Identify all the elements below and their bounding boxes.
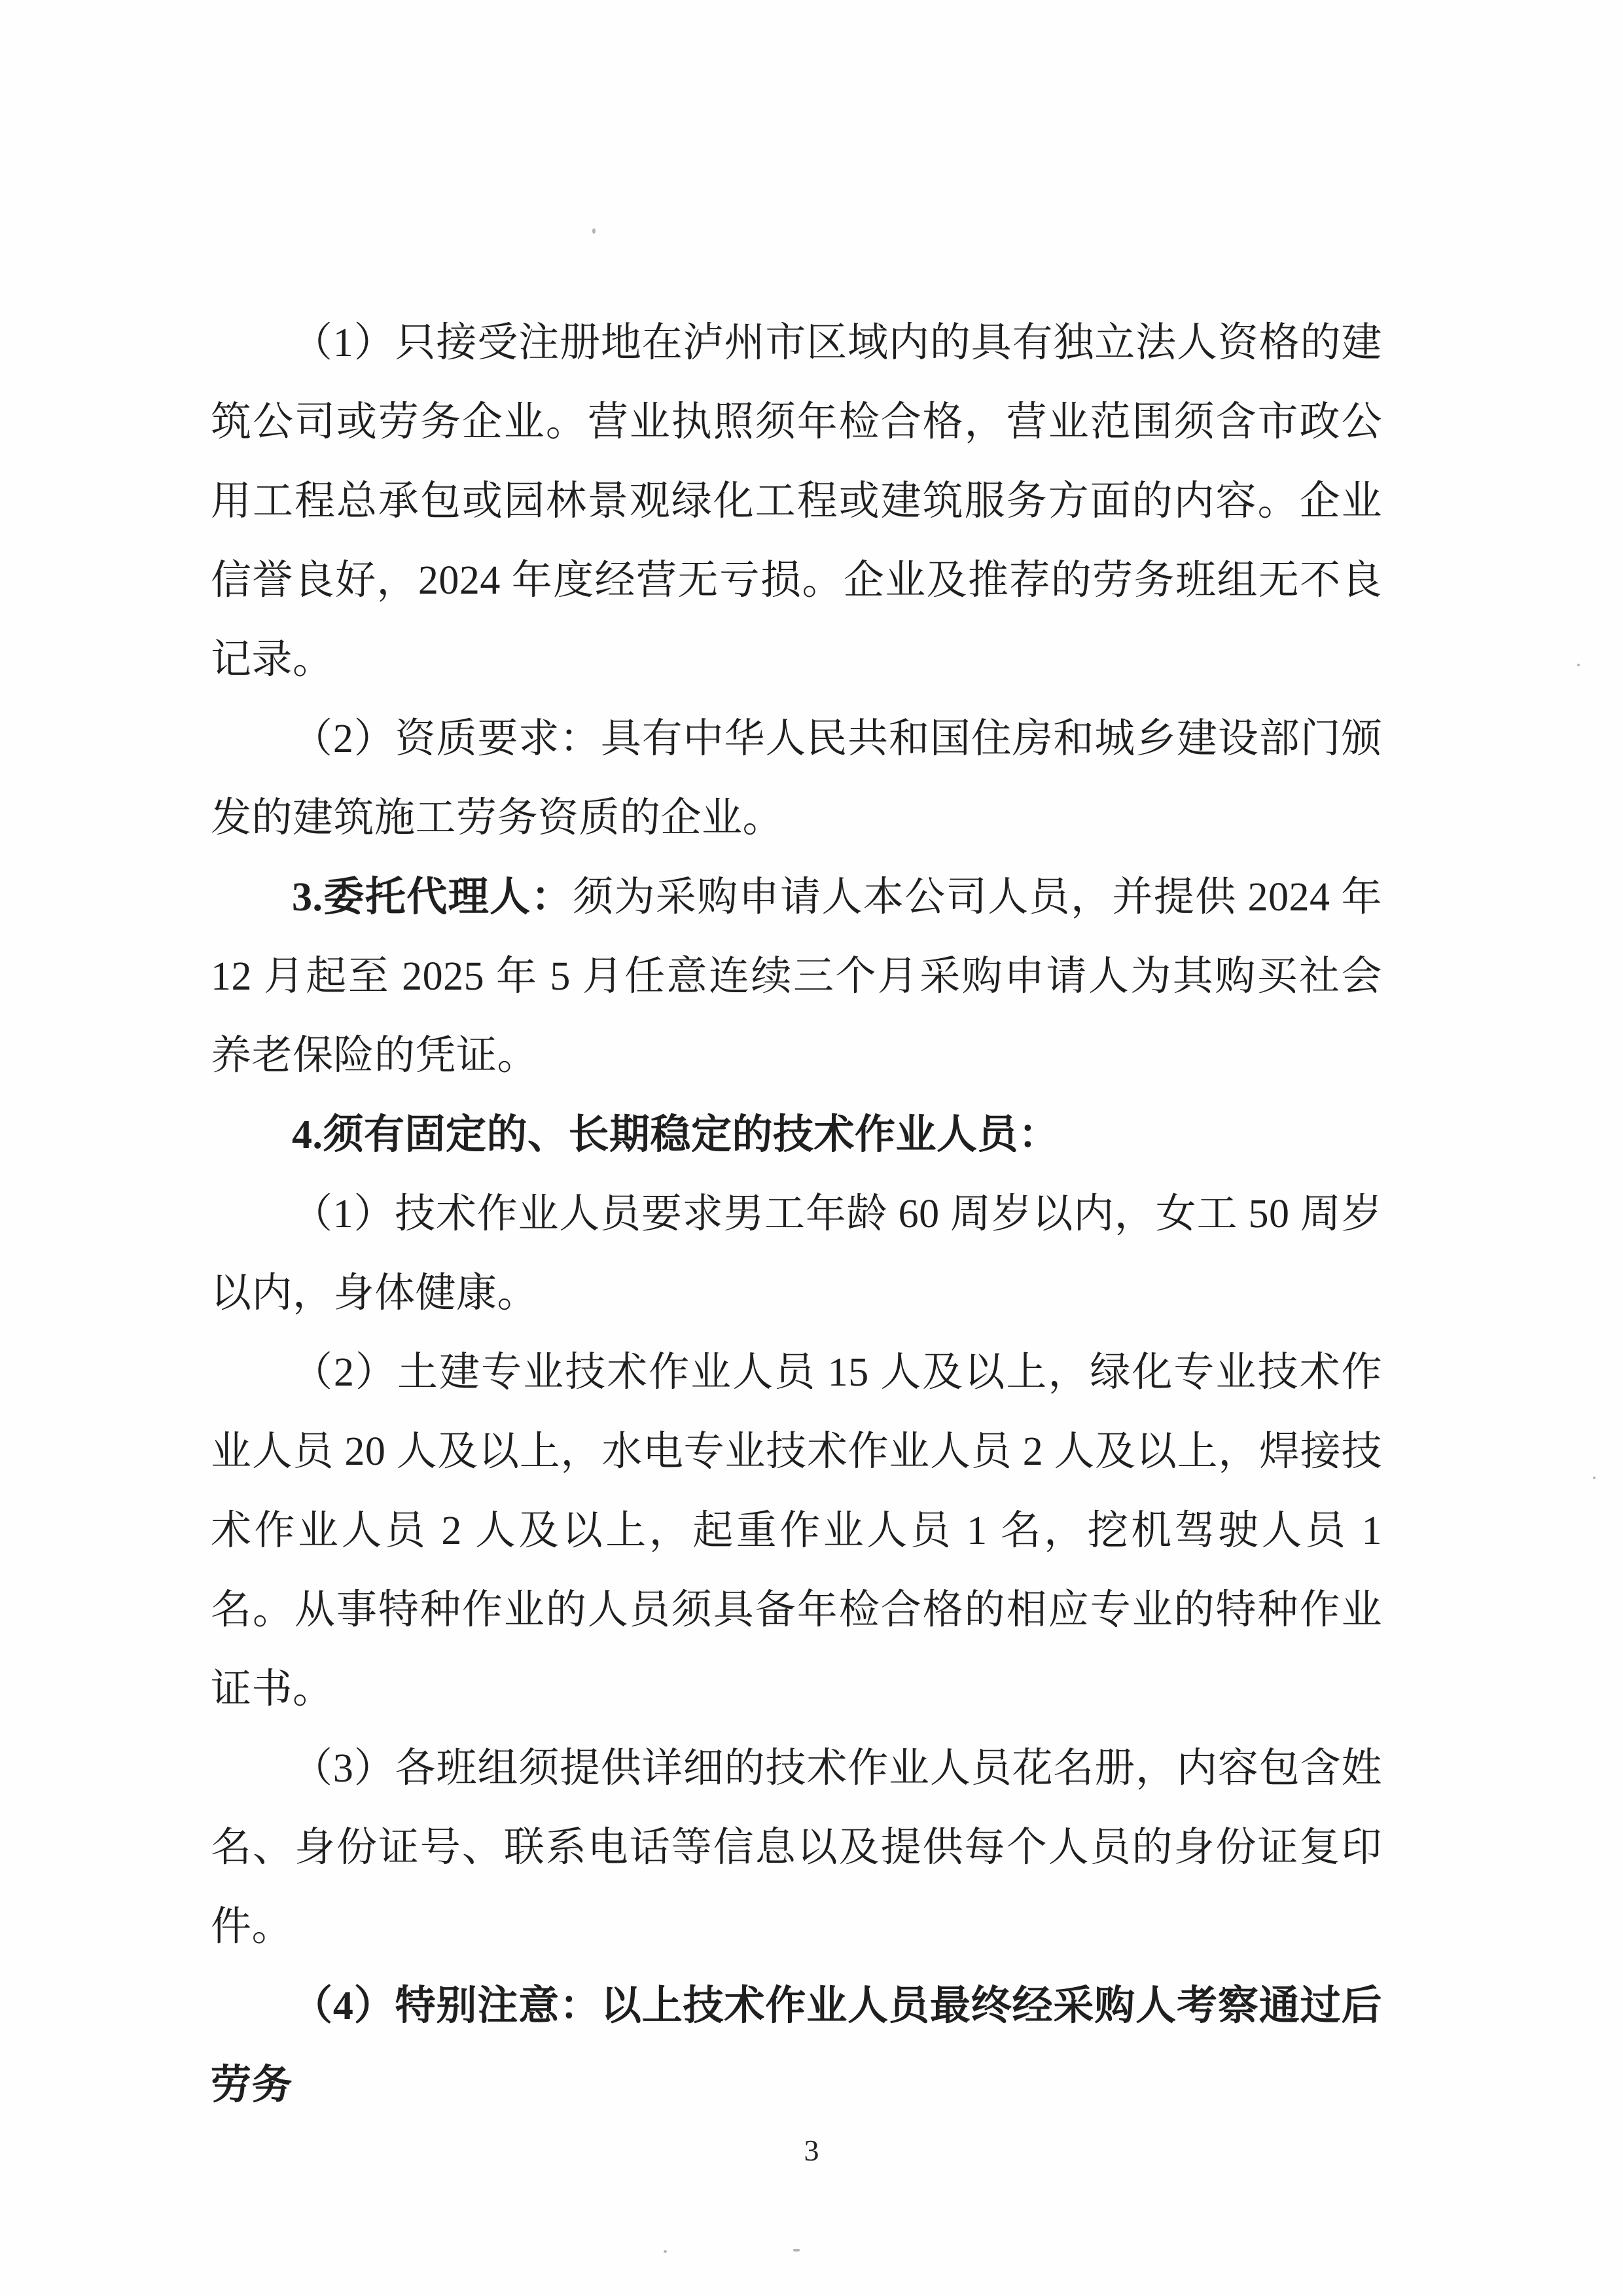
bold-text-run: （4）特别注意：以上技术作业人员最终经采购人考察通过后劳务 <box>211 1984 1382 2108</box>
text-run: （2）资质要求：具有中华人民共和国住房和城乡建设部门颁发的建筑施工劳务资质的企业。 <box>211 717 1382 840</box>
scan-speck <box>793 2249 800 2251</box>
page-number: 3 <box>804 2134 819 2167</box>
scan-speck <box>1577 664 1580 666</box>
text-run: （2）土建专业技术作业人员 15 人及以上，绿化专业技术作业人员 20 人及以上，水电专业技术作业人员 2 人及以上，焊接技术作业人员 2 人及以上，起重作业人员 1 名，挖机驾驶人员 1 名。从事特种作业的人员须具备年检合格的相应专业的特种作业证书。 <box>211 1350 1382 1712</box>
text-run: （1）只接受注册地在泸州市区域内的具有独立法人资格的建筑公司或劳务企业。营业执照须年检合格，营业范围须含市政公用工程总承包或园林景观绿化工程或建筑服务方面的内容。企业信誉良好，2024 年度经营无亏损。企业及推荐的劳务班组无不良记录。 <box>211 321 1382 682</box>
scan-speck <box>664 2250 667 2253</box>
paragraph-7 <box>211 1729 1382 1967</box>
paragraph-5 <box>211 1175 1382 1333</box>
paragraph-1 <box>211 304 1382 700</box>
scan-speck <box>1593 1477 1596 1479</box>
paragraph-3 <box>211 858 1382 1096</box>
scan-speck <box>592 228 596 234</box>
paragraph-8 <box>211 1967 1382 2125</box>
text-run: （3）各班组须提供详细的技术作业人员花名册，内容包含姓名、身份证号、联系电话等信息以及提供每个人员的身份证复印件。 <box>211 1746 1382 1949</box>
text-run: 须为采购申请人本公司人员，并提供 2024 年 12 月起至 2025 年 5 月任意连续三个月采购申请人为其购买社会养老保险的凭证。 <box>211 875 1382 1078</box>
bold-text-run: 4.须有固定的、长期稳定的技术作业人员： <box>292 1113 1060 1157</box>
bold-text-run: 3.委托代理人： <box>292 875 573 920</box>
paragraph-6 <box>211 1333 1382 1729</box>
paragraph-4 <box>211 1096 1382 1175</box>
document-body <box>211 304 1382 2125</box>
paragraph-2 <box>211 700 1382 858</box>
page-footer <box>0 2132 1623 2169</box>
text-run: （1）技术作业人员要求男工年龄 60 周岁以内，女工 50 周岁以内，身体健康。 <box>211 1192 1382 1316</box>
